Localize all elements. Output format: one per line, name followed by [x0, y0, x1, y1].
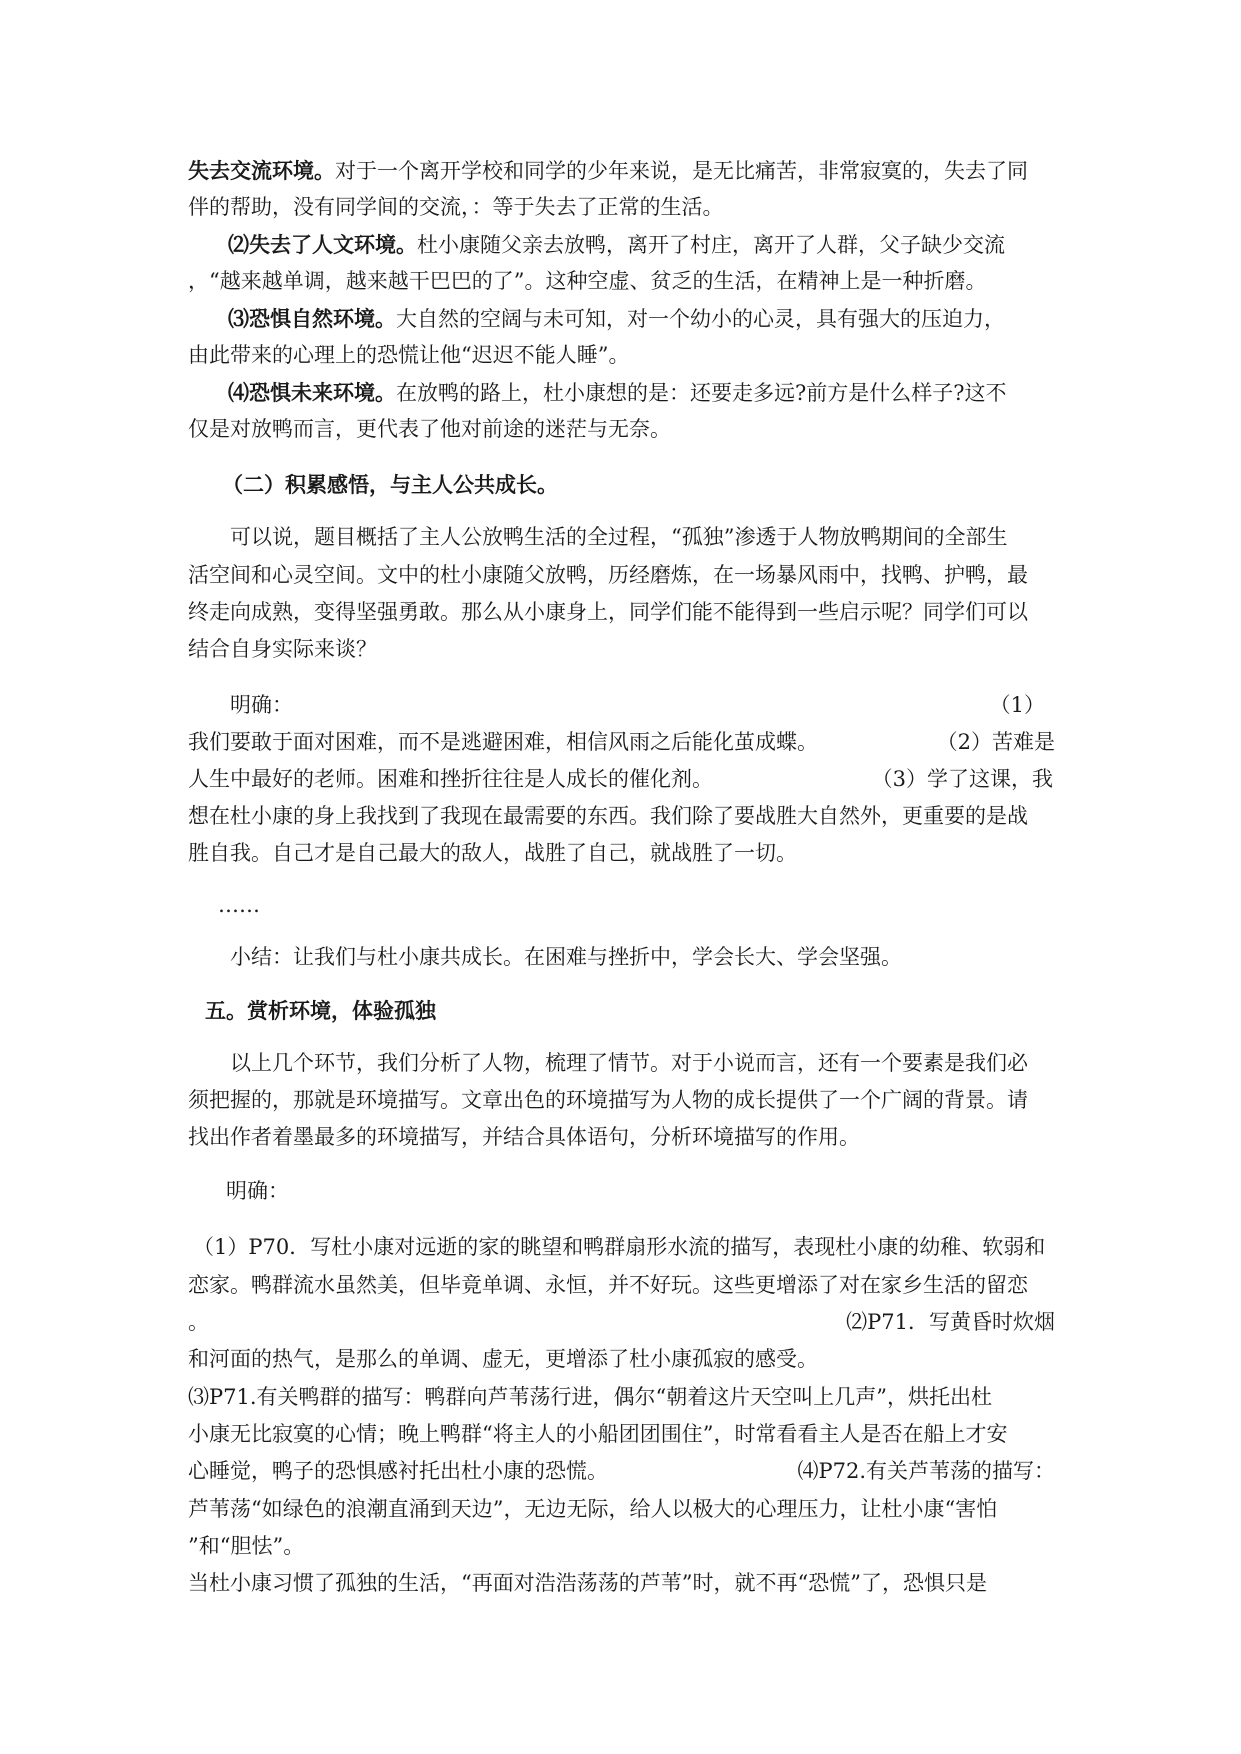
- paragraph-line: ⑷P72.有关芦苇荡的描写：: [797, 1459, 1055, 1483]
- paragraph-line: ⑵P71．写黄昏时炊烟: [846, 1310, 1055, 1334]
- paragraph-line: 恋家。鸭群流水虽然美，但毕竟单调、永恒，并不好玩。这些更增添了对在家乡生活的留恋: [188, 1273, 1028, 1297]
- paragraph-line: 由此带来的心理上的恐慌让他“迟迟不能人睡”。: [188, 343, 630, 367]
- paragraph-line: 当杜小康习惯了孤独的生活，“再面对浩浩荡荡的芦苇”时，就不再“恐慌”了，恐惧只是: [188, 1571, 987, 1595]
- paragraph-line: ，“越来越单调，越来越干巴巴的了”。这种空虚、贫乏的生活，在精神上是一种折磨。: [188, 269, 987, 293]
- paragraph-line: [228, 378, 1007, 408]
- text-span: 在放鸭的路上，杜小康想的是：还要走多远?前方是什么样子?这不: [396, 381, 1007, 405]
- paragraph-line: 以上几个环节，我们分析了人物，梳理了情节。对于小说而言，还有一个要素是我们必: [230, 1051, 1028, 1075]
- summary-line: 小结：让我们与杜小康共成长。在困难与挫折中，学会长大、学会坚强。: [230, 945, 902, 969]
- list-number: （3）学了这课，我: [871, 767, 1053, 791]
- ellipsis: ……: [218, 893, 260, 917]
- bold-phrase: ⑶恐惧自然环境。: [228, 306, 396, 331]
- paragraph-line: 心睡觉，鸭子的恐惧感衬托出杜小康的恐慌。: [188, 1459, 608, 1483]
- bold-phrase: ⑵失去了人文环境。: [228, 232, 417, 257]
- paragraph-line: [188, 156, 1028, 186]
- answer-label: 明确：: [230, 693, 293, 717]
- paragraph-line: 找出作者着墨最多的环境描写，并结合具体语句，分析环境描写的作用。: [188, 1125, 860, 1149]
- paragraph-line: 小康无比寂寞的心情；晚上鸭群“将主人的小船团团围住”，时常看看主人是否在船上才安: [188, 1422, 1008, 1446]
- text-span: 杜小康随父亲去放鸭，离开了村庄，离开了人群，父子缺少交流: [417, 233, 1005, 257]
- paragraph-line: 须把握的，那就是环境描写。文章出色的环境描写为人物的成长提供了一个广阔的背景。请: [188, 1088, 1028, 1112]
- paragraph-line: 结合自身实际来谈？: [188, 637, 377, 661]
- paragraph-line: 活空间和心灵空间。文中的杜小康随父放鸭，历经磨炼，在一场暴风雨中，找鸭、护鸭，最: [188, 563, 1028, 587]
- text-span: 大自然的空阔与未可知，对一个幼小的心灵，具有强大的压迫力，: [396, 307, 1005, 331]
- paragraph-line: ”和“胆怯”。: [188, 1534, 305, 1558]
- paragraph-line: 终走向成熟，变得坚强勇敢。那么从小康身上，同学们能不能得到一些启示呢？同学们可以: [188, 600, 1028, 624]
- paragraph-line: 想在杜小康的身上我找到了我现在最需要的东西。我们除了要战胜大自然外，更重要的是战: [188, 804, 1028, 828]
- paragraph-line: （1）P70．写杜小康对远逝的家的眺望和鸭群扇形水流的描写，表现杜小康的幼稚、软弱和: [193, 1235, 1046, 1259]
- bold-phrase: ⑷恐惧未来环境。: [228, 380, 396, 405]
- paragraph-line: [228, 230, 1005, 260]
- list-number: （2）苦难是: [936, 730, 1055, 754]
- section-heading: 五。赏析环境，体验孤独: [205, 998, 436, 1023]
- paragraph-line: 芦苇荡“如绿色的浪潮直涌到天边”，无边无际，给人以极大的心理压力，让杜小康“害怕: [188, 1497, 998, 1521]
- paragraph-line: 仅是对放鸭而言，更代表了他对前途的迷茫与无奈。: [188, 417, 671, 441]
- paragraph-line: 胜自我。自己才是自己最大的敌人，战胜了自己，就战胜了一切。: [188, 841, 797, 865]
- paragraph-line: 可以说，题目概括了主人公放鸭生活的全过程，“孤独”渗透于人物放鸭期间的全部生: [230, 525, 1008, 549]
- paragraph-line: 和河面的热气，是那么的单调、虚无，更增添了杜小康孤寂的感受。: [188, 1347, 818, 1371]
- answer-label: 明确：: [226, 1179, 289, 1203]
- paragraph-line: 伴的帮助，没有同学间的交流，：等于失去了正常的生活。: [188, 195, 724, 219]
- paragraph-line: 。: [188, 1310, 209, 1334]
- paragraph-line: 我们要敢于面对困难，而不是逃避困难，相信风雨之后能化茧成蝶。: [188, 730, 818, 754]
- paragraph-line: ⑶P71.有关鸭群的描写：鸭群向芦苇荡行进，偶尔“朝着这片天空叫上几声”，烘托出杜: [188, 1385, 992, 1409]
- paragraph-line: [228, 304, 1005, 334]
- bold-phrase: 失去交流环境。: [188, 158, 335, 183]
- section-heading: （二）积累感悟，与主人公共成长。: [222, 472, 558, 497]
- list-number: （1）: [989, 693, 1045, 717]
- paragraph-line: 人生中最好的老师。困难和挫折往往是人成长的催化剂。: [188, 767, 713, 791]
- text-span: 对于一个离开学校和同学的少年来说，是无比痛苦，非常寂寞的，失去了同: [335, 159, 1028, 183]
